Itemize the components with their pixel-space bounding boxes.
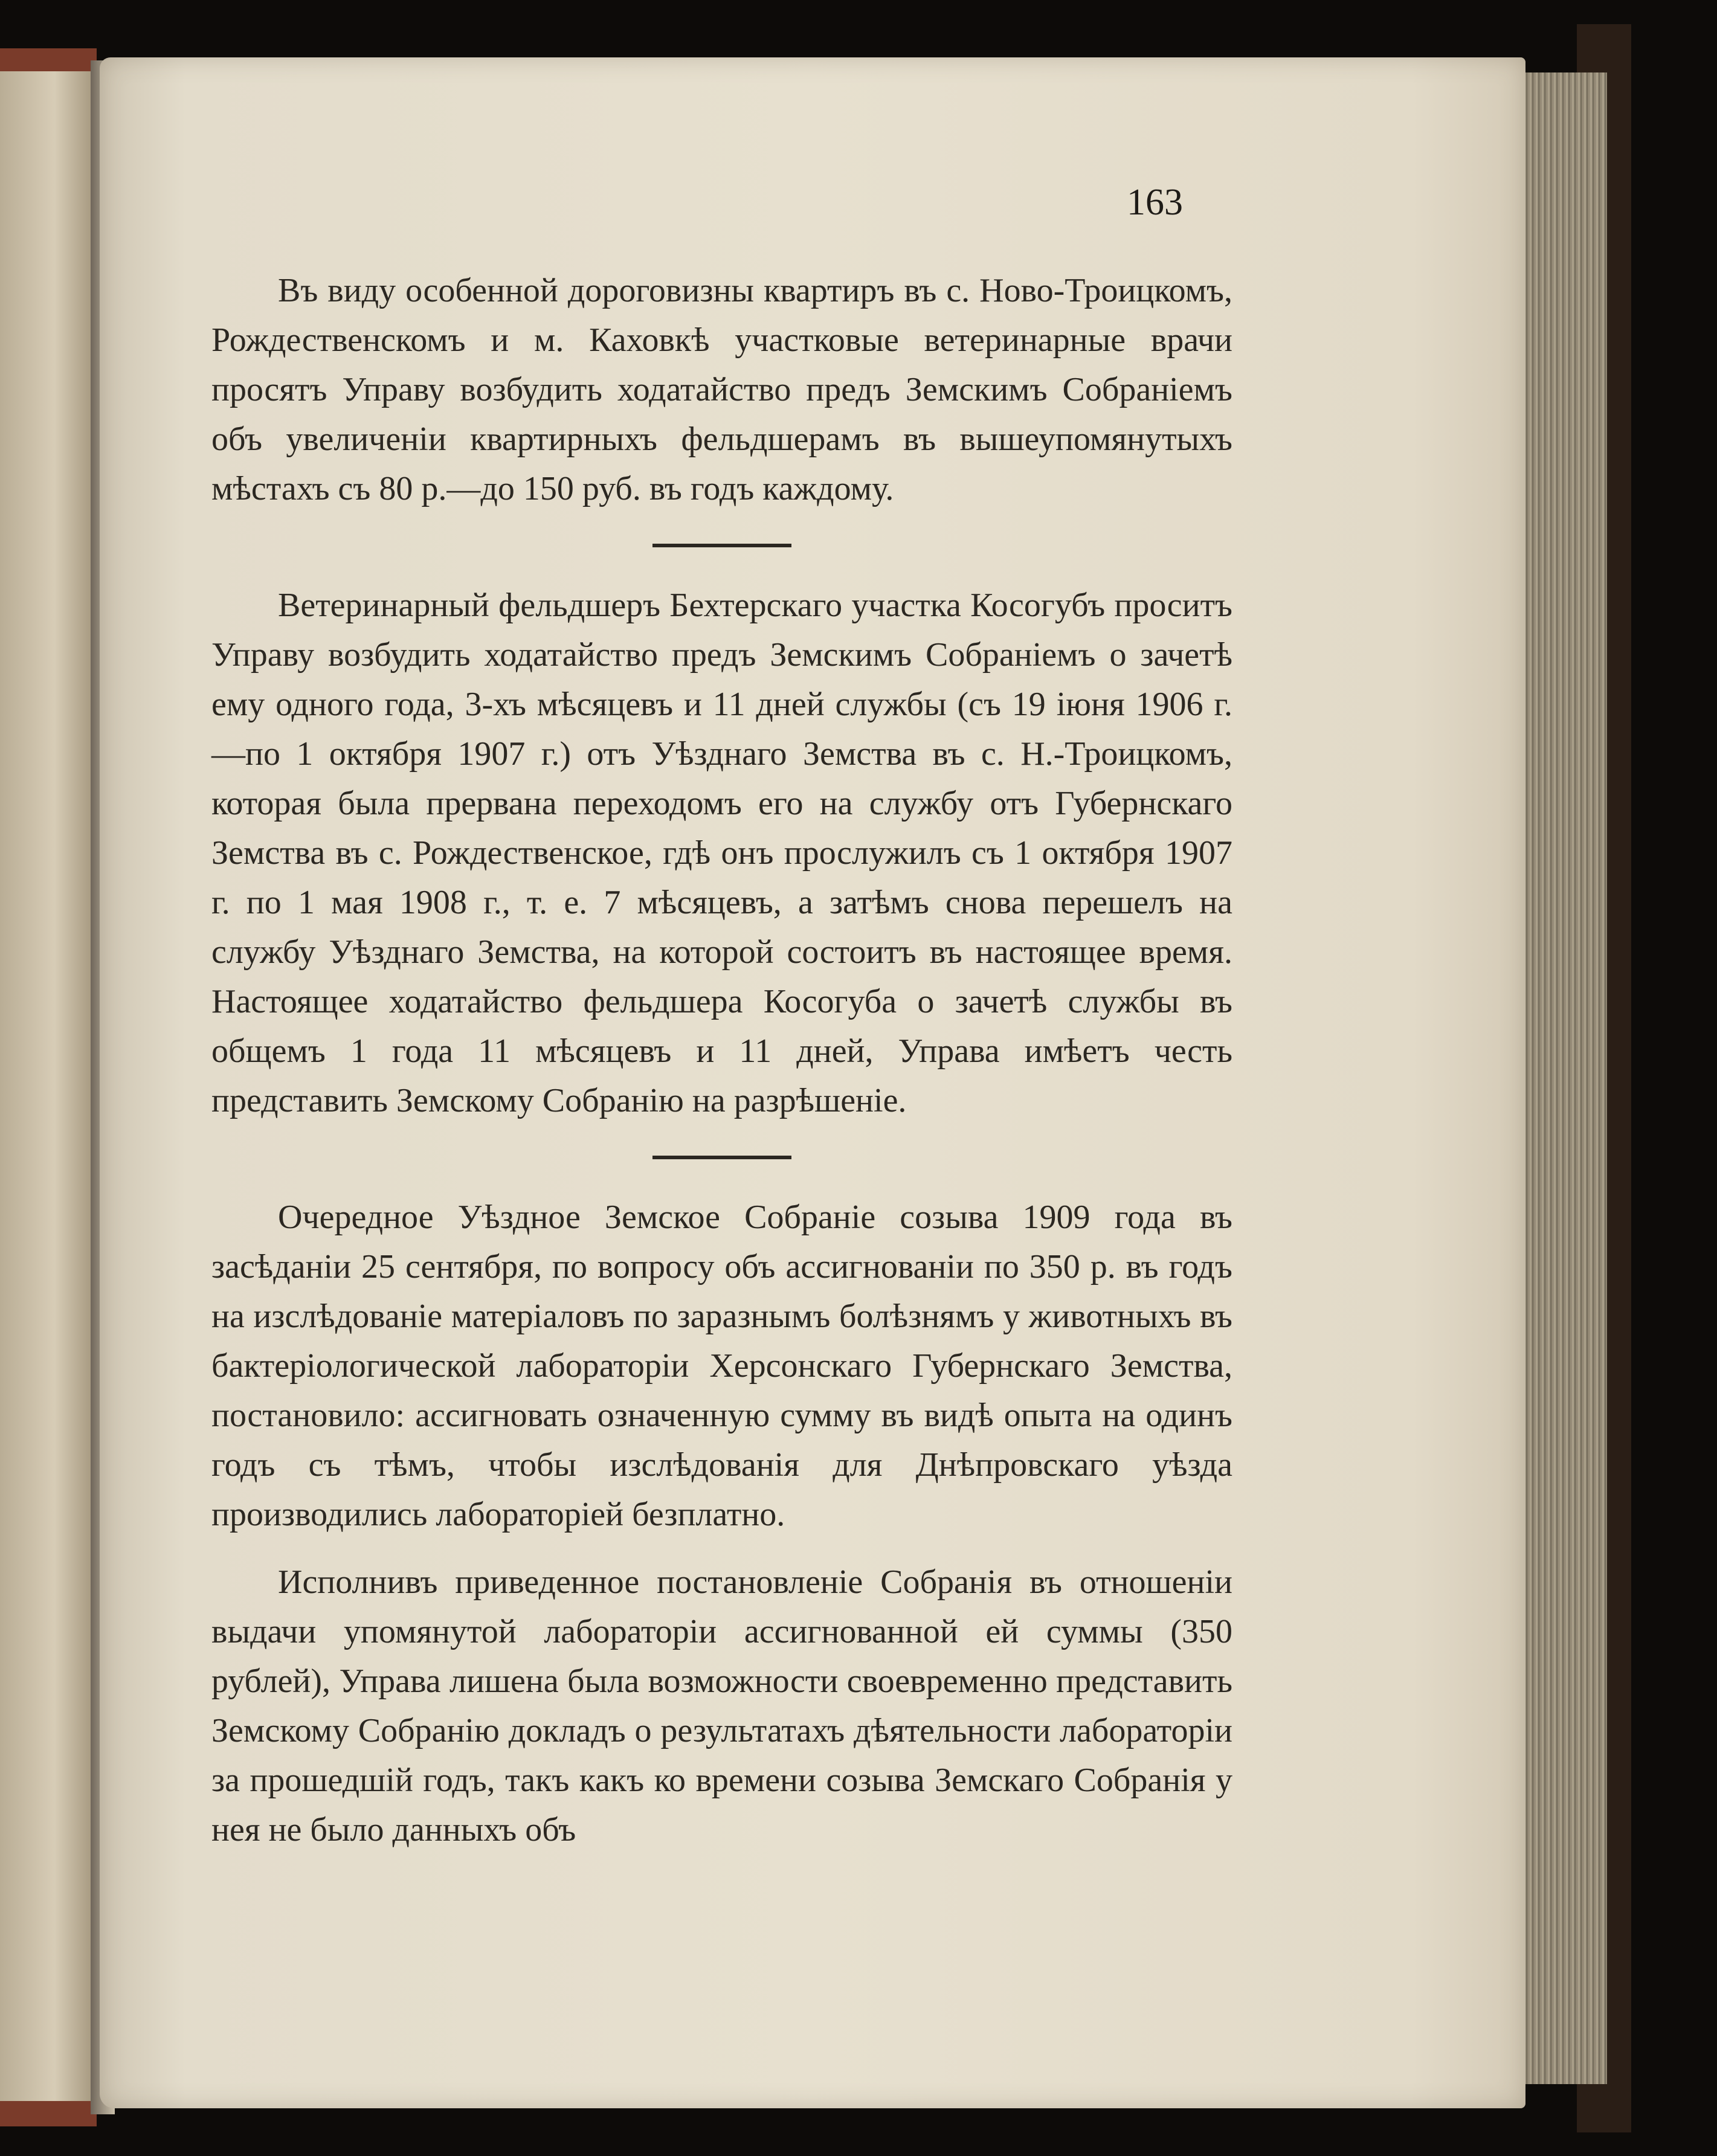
paragraph-1: Въ виду особенной дороговизны квартиръ въ с. Ново-Троицкомъ, Рождественскомъ и м. Каховкѣ участковые ветеринарные врачи просятъ Управу возбудить ходатайство предъ Земскимъ Собраніемъ объ увеличеніи квартирныхъ фельдшерамъ въ вышеупомянутыхъ мѣстахъ съ 80 р.—до 150 руб. въ годъ каждому. [211,272,1232,507]
section-divider [652,1156,791,1159]
section-divider [652,544,791,547]
left-page [0,71,91,2101]
paragraph-3: Очередное Уѣздное Земское Собраніе созыва 1909 года въ засѣданіи 25 сентября, по вопросу объ ассигнованіи по 350 р. въ годъ на изслѣдованіе матеріаловъ по заразнымъ болѣзнямъ у животныхъ въ бактеріологической лабораторіи Херсонскаго Губернскаго Земства, постановило: ассигновать означенную сумму въ видѣ опыта на одинъ годъ съ тѣмъ, чтобы изслѣдованія для Днѣпровскаго уѣзда производились лабораторіей безплатно. [211,1199,1232,1533]
paragraph-4: Исполнивъ приведенное постановленіе Собранія въ отношеніи выдачи упомянутой лабораторіи ассигнованной ей суммы (350 рублей), Управа лишена была возможности своевременно представить Земскому Собранію докладъ о результатахъ дѣятельности лабораторіи за прошедшій годъ, такъ какъ ко времени созыва Земскаго Собранія у нея не было данныхъ объ [211,1563,1232,1849]
paragraph-2: Ветеринарный фельдшеръ Бехтерскаго участка Косогубъ проситъ Управу возбудить ходатайство предъ Земскимъ Собраніемъ о зачетѣ ему одного года, 3-хъ мѣсяцевъ и 11 дней службы (съ 19 іюня 1906 г.—по 1 октября 1907 г.) отъ Уѣзднаго Земства въ с. Н.-Троицкомъ, которая была прервана переходомъ его на службу отъ Губернскаго Земства въ с. Рождественское, гдѣ онъ прослужилъ съ 1 октября 1907 г. по 1 мая 1908 г., т. е. 7 мѣсяцевъ, а затѣмъ снова перешелъ на службу Уѣзднаго Земства, на которой состоитъ въ настоящее время. Настоящее ходатайство фельдшера Косогуба о зачетѣ службы въ общемъ 1 года 11 мѣсяцевъ и 11 дней, Управа имѣетъ честь представить Земскому Собранію на разрѣшеніе. [211,587,1232,1119]
page-text [211,181,1232,1855]
page-number: 163 [1127,182,1183,223]
